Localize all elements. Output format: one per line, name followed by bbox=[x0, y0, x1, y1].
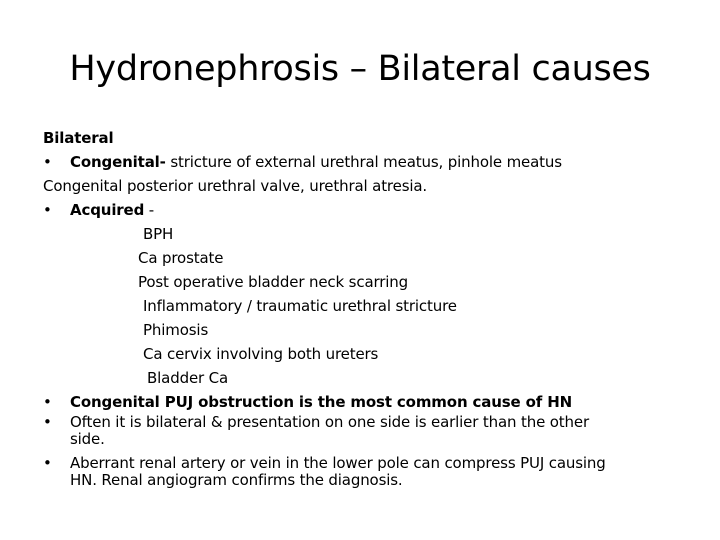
bullet-text-continued: side. bbox=[70, 430, 105, 448]
bullet-bilateral-presentation bbox=[43, 414, 683, 431]
heading-bilateral: Bilateral bbox=[43, 129, 114, 147]
bullet-marker: • bbox=[43, 393, 52, 411]
acquired-item: Phimosis bbox=[143, 321, 209, 339]
bullet-congenital bbox=[43, 150, 683, 174]
acquired-item: BPH bbox=[143, 225, 174, 243]
bullet-aberrant-artery bbox=[43, 455, 683, 472]
bullet-text: Congenital PUJ obstruction is the most common cause of HN bbox=[70, 393, 573, 411]
bullet-text: Aberrant renal artery or vein in the lower pole can compress PUJ causing bbox=[70, 454, 606, 472]
acquired-label: Acquired bbox=[70, 201, 145, 219]
bullet-acquired bbox=[43, 198, 683, 222]
acquired-item: Bladder Ca bbox=[147, 369, 229, 387]
bullet-puj bbox=[43, 390, 683, 414]
bullet-marker: • bbox=[43, 454, 52, 472]
bullet-continuation bbox=[43, 431, 683, 455]
congenital-text: stricture of external urethral meatus, pinhole meatus bbox=[165, 153, 562, 171]
bullet-marker: • bbox=[43, 413, 52, 431]
acquired-item: Post operative bladder neck scarring bbox=[138, 273, 409, 291]
bullet-text: Often it is bilateral & presentation on one side is earlier than the other bbox=[70, 413, 589, 431]
bullet-text-continued: HN. Renal angiogram confirms the diagnosis. bbox=[70, 471, 403, 489]
acquired-suffix: - bbox=[144, 201, 155, 219]
slide-title: Hydronephrosis – Bilateral causes bbox=[69, 49, 651, 89]
acquired-item: Inflammatory / traumatic urethral stricture bbox=[143, 297, 457, 315]
bullet-marker: • bbox=[43, 153, 52, 171]
section-heading bbox=[43, 126, 683, 150]
acquired-item: Ca cervix involving both ureters bbox=[143, 345, 379, 363]
congenital-label: Congenital- bbox=[70, 153, 166, 171]
congenital-continuation-text: Congenital posterior urethral valve, urethral atresia. bbox=[43, 177, 428, 195]
slide-body bbox=[43, 126, 683, 489]
congenital-continuation bbox=[43, 174, 683, 198]
bullet-marker: • bbox=[43, 201, 52, 219]
bullet-continuation bbox=[43, 472, 683, 489]
acquired-item: Ca prostate bbox=[138, 249, 224, 267]
